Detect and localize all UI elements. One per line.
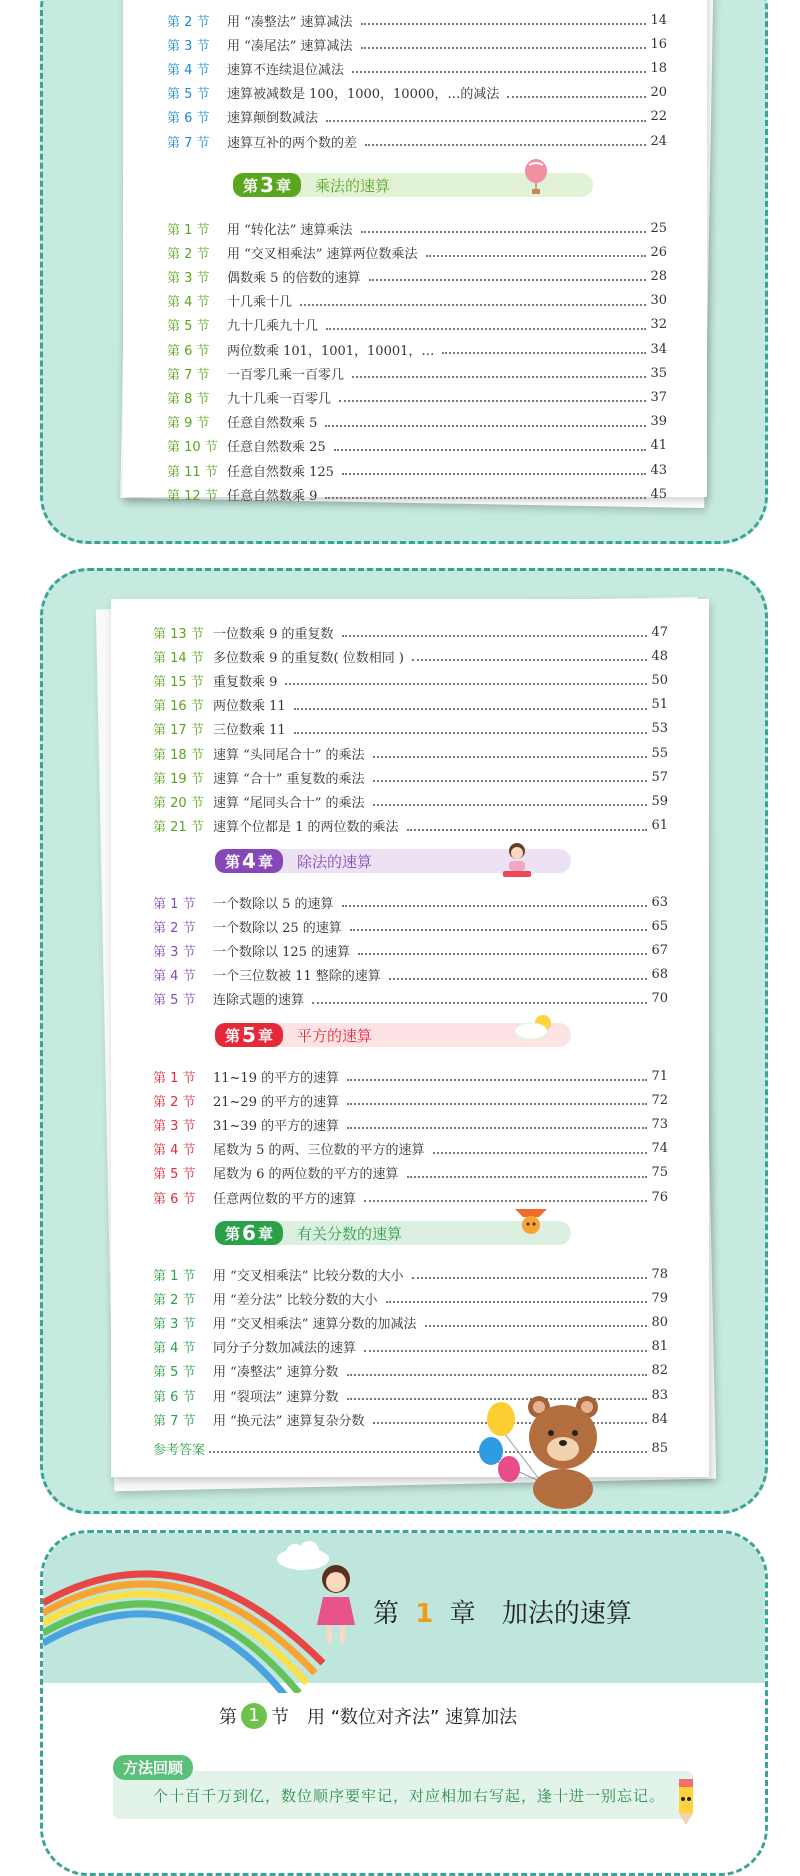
toc-leader-dots bbox=[326, 328, 646, 330]
toc-section-title: 用 “转化法” 速算乘法 bbox=[227, 222, 353, 238]
toc-section-title: 九十几乘九十几 bbox=[227, 319, 319, 335]
toc-leader-dots bbox=[412, 659, 648, 661]
toc-page-number: 35 bbox=[650, 365, 667, 381]
section-1-heading bbox=[219, 1703, 517, 1729]
toc-row[interactable] bbox=[153, 1263, 668, 1285]
girl-icon bbox=[311, 1563, 361, 1657]
toc-row[interactable] bbox=[167, 314, 667, 336]
toc-page-number: 37 bbox=[650, 389, 667, 405]
toc-section-number: 第 4 节 bbox=[153, 1143, 196, 1159]
toc-section-title: 三位数乘 11 bbox=[213, 723, 286, 739]
toc-section-number: 第 1 节 bbox=[153, 1070, 196, 1086]
toc-section-number: 第 14 节 bbox=[153, 650, 204, 666]
toc-row[interactable] bbox=[153, 742, 668, 764]
toc-section-number: 第 5 节 bbox=[153, 1167, 196, 1183]
chapter-post: 章 bbox=[257, 852, 273, 871]
toc-row[interactable] bbox=[167, 290, 667, 312]
toc-section-title: 速算不连续退位减法 bbox=[227, 62, 345, 78]
toc-section-number: 第 6 节 bbox=[153, 1389, 196, 1405]
toc-section-number: 第 12 节 bbox=[167, 488, 218, 504]
toc-section-number: 第 2 节 bbox=[153, 920, 196, 936]
toc-page-number: 79 bbox=[651, 1290, 668, 1306]
toc-section-title: 任意自然数乘 25 bbox=[227, 440, 326, 456]
toc-row[interactable] bbox=[167, 411, 667, 433]
toc-leader-dots bbox=[433, 1152, 648, 1154]
chapter-label bbox=[215, 1221, 283, 1245]
toc-section-title: 多位数乘 9 的重复数( 位数相同 ) bbox=[213, 650, 404, 666]
toc-section-number: 第 5 节 bbox=[153, 1365, 196, 1381]
toc-section-title: 21~29 的平方的速算 bbox=[213, 1094, 340, 1110]
toc-section-title: 速算互补的两个数的差 bbox=[227, 135, 358, 151]
toc-leader-dots bbox=[294, 708, 648, 710]
toc-section-number: 第 3 节 bbox=[153, 1118, 196, 1134]
toc-section-title: 一个数除以 5 的速算 bbox=[213, 896, 334, 912]
toc-leader-dots bbox=[352, 376, 646, 378]
toc-row[interactable] bbox=[167, 217, 667, 239]
chapter-pre: 第 bbox=[225, 1224, 241, 1243]
toc-panel-1 bbox=[40, 0, 768, 544]
toc-page-number: 73 bbox=[651, 1116, 668, 1132]
toc-section-number: 第 13 节 bbox=[153, 626, 204, 642]
toc-row[interactable] bbox=[153, 1162, 668, 1184]
toc-section-title: 连除式题的速算 bbox=[213, 993, 305, 1009]
chapter-title: 除法的速算 bbox=[296, 852, 372, 871]
toc-row[interactable] bbox=[153, 1336, 668, 1358]
toc-section-number: 第 4 节 bbox=[167, 62, 210, 78]
toc-leader-dots bbox=[347, 1103, 647, 1105]
toc-section-title: 任意自然数乘 125 bbox=[227, 464, 334, 480]
toc-page-number: 14 bbox=[650, 12, 667, 28]
toc-page-number: 16 bbox=[650, 36, 667, 52]
chapter-pre: 第 bbox=[243, 176, 259, 195]
chapter-pre: 第 bbox=[225, 852, 241, 871]
toc-section-title: 两位数乘 101，1001，10001，… bbox=[227, 343, 435, 359]
toc-list-1 bbox=[43, 0, 765, 541]
toc-page-number: 34 bbox=[650, 341, 667, 357]
toc-leader-dots bbox=[285, 683, 647, 685]
toc-leader-dots bbox=[350, 929, 648, 931]
toc-section-title: 速算 “头同尾合十” 的乘法 bbox=[213, 747, 365, 763]
toc-page-number: 26 bbox=[650, 244, 667, 260]
section-1-pre: 第 bbox=[219, 1707, 237, 1728]
answers-label: 参考答案 bbox=[153, 1442, 206, 1458]
pencil-mascot-icon bbox=[671, 1779, 701, 1837]
chapter-number: 6 bbox=[242, 1221, 256, 1245]
toc-leader-dots bbox=[507, 96, 646, 98]
toc-row[interactable] bbox=[153, 1311, 668, 1333]
toc-section-number: 第 4 节 bbox=[153, 969, 196, 985]
toc-row[interactable] bbox=[153, 1360, 668, 1382]
toc-leader-dots bbox=[325, 497, 646, 499]
toc-section-title: 九十几乘一百零几 bbox=[227, 391, 332, 407]
toc-leader-dots bbox=[386, 1301, 648, 1303]
toc-section-title: 重复数乘 9 bbox=[213, 674, 278, 690]
toc-row[interactable] bbox=[153, 939, 668, 961]
toc-page-number: 59 bbox=[651, 793, 668, 809]
toc-section-title: 11~19 的平方的速算 bbox=[213, 1070, 340, 1086]
toc-row[interactable] bbox=[167, 106, 667, 128]
toc-row[interactable] bbox=[167, 33, 667, 55]
toc-section-title: 尾数为 5 的两、三位数的平方的速算 bbox=[213, 1143, 425, 1159]
toc-section-title: 十几乘十几 bbox=[227, 295, 293, 311]
method-tag: 方法回顾 bbox=[113, 1755, 193, 1780]
toc-page-number: 74 bbox=[651, 1141, 668, 1157]
toc-section-number: 第 20 节 bbox=[153, 795, 204, 811]
toc-section-number: 第 2 节 bbox=[153, 1292, 196, 1308]
toc-page-number: 41 bbox=[650, 438, 667, 454]
toc-section-title: 用 “交叉相乘法” 速算两位数乘法 bbox=[227, 246, 418, 262]
toc-section-title: 用 “交叉相乘法” 比较分数的大小 bbox=[213, 1268, 404, 1284]
toc-leader-dots bbox=[361, 47, 647, 49]
toc-leader-dots bbox=[342, 635, 648, 637]
toc-row[interactable] bbox=[153, 766, 668, 788]
toc-page-number: 71 bbox=[651, 1068, 668, 1084]
toc-section-title: 任意自然数乘 9 bbox=[227, 488, 318, 504]
toc-row[interactable] bbox=[167, 241, 667, 263]
toc-page-number: 63 bbox=[651, 894, 668, 910]
toc-page-number: 45 bbox=[650, 486, 667, 502]
toc-page-number: 18 bbox=[650, 60, 667, 76]
toc-leader-dots bbox=[425, 1325, 648, 1327]
toc-leader-dots bbox=[407, 1176, 648, 1178]
reading-girl-icon bbox=[499, 841, 535, 885]
toc-section-title: 用 “凑整法” 速算减法 bbox=[227, 14, 353, 30]
toc-section-number: 第 6 节 bbox=[153, 1191, 196, 1207]
toc-section-number: 第 2 节 bbox=[167, 246, 210, 262]
toc-page-number: 75 bbox=[651, 1165, 668, 1181]
toc-section-title: 用 “交叉相乘法” 速算分数的加减法 bbox=[213, 1316, 417, 1332]
toc-row[interactable] bbox=[153, 1138, 668, 1160]
method-text: 个十百千万到亿，数位顺序要牢记，对应相加右写起，逢十进一别忘记。 bbox=[153, 1787, 666, 1805]
toc-leader-dots bbox=[358, 953, 647, 955]
toc-leader-dots bbox=[361, 231, 647, 233]
chapter-post: 章 bbox=[275, 176, 291, 195]
toc-leader-dots bbox=[342, 473, 647, 475]
toc-page-number: 81 bbox=[651, 1339, 668, 1355]
toc-leader-dots bbox=[364, 1350, 647, 1352]
toc-leader-dots bbox=[342, 905, 648, 907]
toc-page-number: 76 bbox=[651, 1189, 668, 1205]
toc-section-title: 同分子分数加减法的速算 bbox=[213, 1341, 357, 1357]
chapter-1-title: 加法的速算 bbox=[501, 1599, 632, 1629]
toc-page-number: 65 bbox=[651, 918, 668, 934]
toc-row[interactable] bbox=[153, 1287, 668, 1309]
toc-section-number: 第 15 节 bbox=[153, 674, 204, 690]
toc-section-title: 任意两位数的平方的速算 bbox=[213, 1191, 357, 1207]
toc-section-number: 第 5 节 bbox=[167, 319, 210, 335]
chapter-1-pre: 第 bbox=[373, 1599, 400, 1629]
toc-row[interactable] bbox=[153, 621, 668, 643]
toc-list-2 bbox=[43, 571, 765, 1511]
tiger-boat-icon bbox=[513, 1203, 549, 1245]
toc-section-title: 用 “换元法” 速算复杂分数 bbox=[213, 1413, 365, 1429]
toc-section-title: 尾数为 6 的两位数的平方的速算 bbox=[213, 1167, 399, 1183]
section-1-number: 1 bbox=[241, 1703, 267, 1729]
toc-row[interactable] bbox=[167, 57, 667, 79]
chapter-label bbox=[215, 849, 283, 873]
toc-leader-dots bbox=[412, 1277, 648, 1279]
toc-section-number: 第 4 节 bbox=[167, 295, 210, 311]
toc-page-number: 28 bbox=[650, 268, 667, 284]
toc-section-number: 第 11 节 bbox=[167, 464, 218, 480]
toc-panel-2 bbox=[40, 568, 768, 1514]
toc-leader-dots bbox=[407, 829, 648, 831]
toc-page-number: 53 bbox=[651, 721, 668, 737]
toc-section-title: 速算被减数是 100，1000，10000，…的减法 bbox=[227, 87, 500, 103]
toc-leader-dots bbox=[334, 449, 647, 451]
section-1-post: 节 bbox=[271, 1707, 289, 1728]
toc-row[interactable] bbox=[153, 790, 668, 812]
toc-page-number: 82 bbox=[651, 1363, 668, 1379]
toc-section-number: 第 3 节 bbox=[167, 270, 210, 286]
toc-row[interactable] bbox=[167, 483, 667, 505]
toc-section-title: 任意自然数乘 5 bbox=[227, 416, 318, 432]
chapter-number: 4 bbox=[242, 849, 256, 873]
toc-page-number: 84 bbox=[651, 1411, 668, 1427]
toc-row[interactable] bbox=[167, 386, 667, 408]
toc-page-number: 20 bbox=[650, 85, 667, 101]
toc-leader-dots bbox=[364, 1200, 647, 1202]
toc-section-title: 31~39 的平方的速算 bbox=[213, 1118, 340, 1134]
toc-section-number: 第 21 节 bbox=[153, 820, 204, 836]
toc-section-number: 第 6 节 bbox=[167, 343, 210, 359]
toc-page-number: 61 bbox=[651, 818, 668, 834]
toc-row[interactable] bbox=[153, 718, 668, 740]
toc-section-number: 第 5 节 bbox=[167, 87, 210, 103]
answers-page: 85 bbox=[651, 1440, 668, 1456]
toc-section-title: 用 “凑尾法” 速算减法 bbox=[227, 38, 353, 54]
toc-section-number: 第 4 节 bbox=[153, 1341, 196, 1357]
toc-leader-dots bbox=[373, 756, 648, 758]
toc-page-number: 55 bbox=[651, 745, 668, 761]
toc-row[interactable] bbox=[167, 435, 667, 457]
toc-section-number: 第 7 节 bbox=[167, 367, 210, 383]
chapter-1-post: 章 bbox=[449, 1599, 476, 1629]
toc-section-number: 第 5 节 bbox=[153, 993, 196, 1009]
toc-row[interactable] bbox=[153, 1089, 668, 1111]
toc-page-number: 68 bbox=[651, 967, 668, 983]
toc-leader-dots bbox=[426, 255, 647, 257]
toc-row[interactable] bbox=[153, 1186, 668, 1208]
toc-page-number: 47 bbox=[651, 624, 668, 640]
toc-page-number: 39 bbox=[650, 414, 667, 430]
toc-leader-dots bbox=[347, 1374, 648, 1376]
toc-row[interactable] bbox=[167, 130, 667, 152]
toc-section-title: 速算 “尾同头合十” 的乘法 bbox=[213, 795, 365, 811]
toc-row[interactable] bbox=[153, 669, 668, 691]
toc-row[interactable] bbox=[153, 645, 668, 667]
toc-row[interactable] bbox=[167, 459, 667, 481]
toc-section-number: 第 2 节 bbox=[153, 1094, 196, 1110]
cloud-sun-icon bbox=[513, 1013, 557, 1045]
toc-section-title: 速算个位都是 1 的两位数的乘法 bbox=[213, 820, 399, 836]
toc-section-title: 一个数除以 25 的速算 bbox=[213, 920, 342, 936]
toc-page-number: 70 bbox=[651, 991, 668, 1007]
toc-page-number: 83 bbox=[651, 1387, 668, 1403]
toc-section-title: 一个三位数被 11 整除的速算 bbox=[213, 969, 381, 985]
toc-leader-dots bbox=[339, 400, 646, 402]
toc-leader-dots bbox=[300, 304, 646, 306]
toc-row[interactable] bbox=[167, 265, 667, 287]
toc-section-number: 第 9 节 bbox=[167, 416, 210, 432]
chapter-pre: 第 bbox=[225, 1026, 241, 1045]
toc-row[interactable] bbox=[153, 988, 668, 1010]
toc-page-number: 25 bbox=[650, 220, 667, 236]
toc-section-number: 第 1 节 bbox=[167, 222, 210, 238]
toc-section-number: 第 3 节 bbox=[153, 944, 196, 960]
toc-page-number: 30 bbox=[650, 293, 667, 309]
toc-leader-dots bbox=[325, 425, 646, 427]
toc-section-title: 用 “差分法” 比较分数的大小 bbox=[213, 1292, 378, 1308]
toc-leader-dots bbox=[312, 1002, 647, 1004]
toc-section-number: 第 1 节 bbox=[153, 896, 196, 912]
toc-page-number: 32 bbox=[650, 317, 667, 333]
chapter-post: 章 bbox=[257, 1026, 273, 1045]
toc-section-number: 第 2 节 bbox=[167, 14, 210, 30]
toc-leader-dots bbox=[369, 279, 647, 281]
toc-section-number: 第 17 节 bbox=[153, 723, 204, 739]
chapter-number: 5 bbox=[242, 1023, 256, 1047]
toc-section-title: 用 “裂项法” 速算分数 bbox=[213, 1389, 339, 1405]
chapter-title: 平方的速算 bbox=[296, 1026, 372, 1045]
toc-section-number: 第 3 节 bbox=[167, 38, 210, 54]
toc-page-number: 51 bbox=[651, 697, 668, 713]
toc-row[interactable] bbox=[167, 9, 667, 31]
toc-page-number: 48 bbox=[651, 648, 668, 664]
chapter-1-number: 1 bbox=[415, 1599, 434, 1629]
toc-row[interactable] bbox=[153, 694, 668, 716]
toc-section-number: 第 3 节 bbox=[153, 1316, 196, 1332]
toc-section-title: 偶数乘 5 的倍数的速算 bbox=[227, 270, 361, 286]
toc-row[interactable] bbox=[167, 362, 667, 384]
chapter-post: 章 bbox=[257, 1224, 273, 1243]
lesson-panel bbox=[40, 1530, 768, 1876]
toc-section-number: 第 19 节 bbox=[153, 771, 204, 787]
toc-row[interactable] bbox=[153, 964, 668, 986]
toc-row[interactable] bbox=[153, 815, 668, 837]
toc-row[interactable] bbox=[167, 82, 667, 104]
toc-page-number: 78 bbox=[651, 1266, 668, 1282]
section-1-title: 用 “数位对齐法” 速算加法 bbox=[307, 1707, 518, 1728]
toc-page-number: 24 bbox=[650, 133, 667, 149]
toc-leader-dots bbox=[442, 352, 646, 354]
toc-row[interactable] bbox=[153, 1113, 668, 1135]
chapter-title: 乘法的速算 bbox=[314, 176, 390, 195]
toc-leader-dots bbox=[373, 780, 648, 782]
chapter-label bbox=[215, 1023, 283, 1047]
toc-section-title: 两位数乘 11 bbox=[213, 699, 286, 715]
toc-section-number: 第 7 节 bbox=[153, 1413, 196, 1429]
toc-page-number: 57 bbox=[651, 769, 668, 785]
toc-leader-dots bbox=[373, 804, 648, 806]
chapter-number: 3 bbox=[260, 173, 274, 197]
toc-leader-dots bbox=[365, 144, 646, 146]
toc-page-number: 22 bbox=[650, 109, 667, 125]
toc-leader-dots bbox=[389, 978, 648, 980]
teddy-bear-icon bbox=[479, 1389, 609, 1513]
toc-leader-dots bbox=[347, 1127, 647, 1129]
toc-row[interactable] bbox=[167, 338, 667, 360]
toc-row[interactable] bbox=[153, 1065, 668, 1087]
toc-row[interactable] bbox=[153, 915, 668, 937]
toc-section-number: 第 16 节 bbox=[153, 699, 204, 715]
balloon-icon bbox=[521, 159, 551, 199]
toc-section-number: 第 18 节 bbox=[153, 747, 204, 763]
toc-section-title: 用 “凑整法” 速算分数 bbox=[213, 1365, 339, 1381]
toc-page-number: 72 bbox=[651, 1092, 668, 1108]
toc-section-title: 速算 “合十” 重复数的乘法 bbox=[213, 771, 365, 787]
toc-section-title: 速算颠倒数减法 bbox=[227, 111, 319, 127]
toc-section-title: 一个数除以 125 的速算 bbox=[213, 944, 351, 960]
toc-section-number: 第 6 节 bbox=[167, 111, 210, 127]
toc-page-number: 50 bbox=[651, 672, 668, 688]
chapter-1-heading bbox=[373, 1593, 632, 1630]
toc-leader-dots bbox=[361, 23, 647, 25]
toc-section-number: 第 10 节 bbox=[167, 440, 218, 456]
toc-leader-dots bbox=[326, 120, 646, 122]
toc-section-title: 一位数乘 9 的重复数 bbox=[213, 626, 334, 642]
toc-page-number: 80 bbox=[651, 1314, 668, 1330]
toc-leader-dots bbox=[352, 71, 646, 73]
toc-leader-dots bbox=[294, 732, 648, 734]
toc-page-number: 43 bbox=[650, 462, 667, 478]
chapter-label bbox=[233, 173, 301, 197]
toc-section-number: 第 7 节 bbox=[167, 135, 210, 151]
toc-section-title: 一百零几乘一百零几 bbox=[227, 367, 345, 383]
toc-section-number: 第 1 节 bbox=[153, 1268, 196, 1284]
toc-page-number: 67 bbox=[651, 942, 668, 958]
chapter-title: 有关分数的速算 bbox=[296, 1224, 402, 1243]
toc-section-number: 第 8 节 bbox=[167, 391, 210, 407]
toc-leader-dots bbox=[347, 1079, 647, 1081]
toc-row[interactable] bbox=[153, 891, 668, 913]
